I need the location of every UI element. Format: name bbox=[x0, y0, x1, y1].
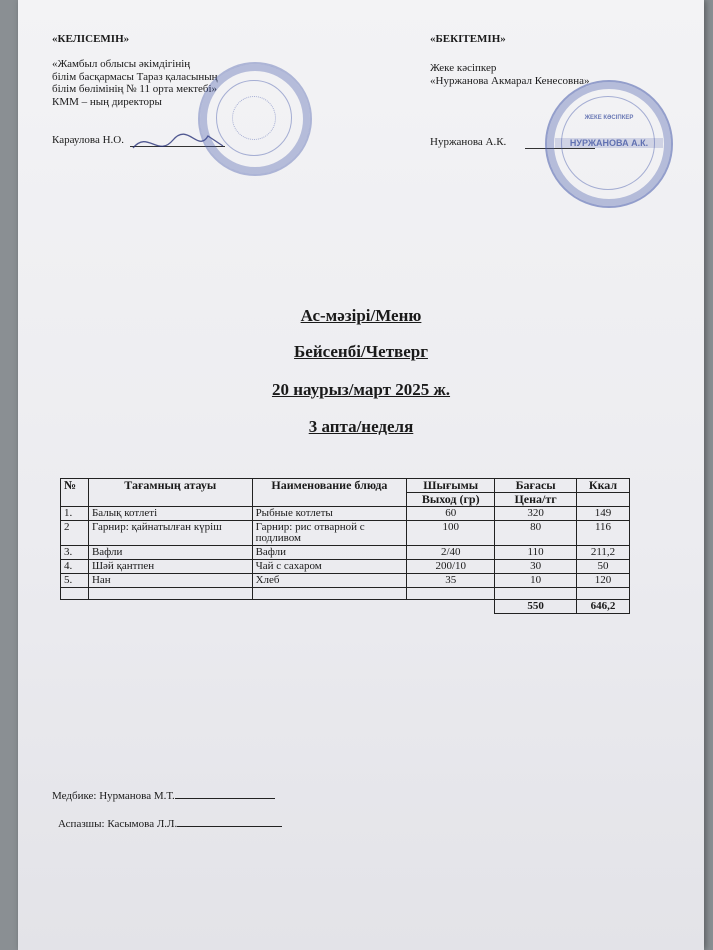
stamp-label: НУРЖАНОВА А.К. bbox=[555, 138, 663, 148]
nurse-sign-line bbox=[175, 798, 275, 799]
row-kcal: 120 bbox=[577, 574, 630, 588]
week-title: 3 апта/неделя bbox=[308, 417, 414, 436]
nurse-label: Медбике: Нурманова М.Т. bbox=[52, 790, 175, 802]
table-row bbox=[61, 521, 630, 546]
header-num: № bbox=[61, 479, 89, 507]
stamp-sub: ЖЕКЕ КӘСІПКЕР bbox=[584, 115, 634, 121]
approval-right-line: Жеке кәсіпкер bbox=[430, 62, 497, 74]
nurse-signature bbox=[52, 790, 275, 803]
row-kcal: 50 bbox=[577, 560, 630, 574]
row-price: 320 bbox=[495, 507, 577, 521]
header-price: Бағасы bbox=[495, 479, 577, 493]
header-name-kz: Тағамның атауы bbox=[88, 479, 252, 507]
row-yield: 35 bbox=[407, 574, 495, 588]
row-num: 5. bbox=[61, 574, 89, 588]
table-row bbox=[61, 507, 630, 521]
header-yield: Шығымы bbox=[407, 479, 495, 493]
row-name-ru: Чай с сахаром bbox=[252, 560, 407, 574]
row-num: 2 bbox=[61, 521, 89, 546]
row-yield: 60 bbox=[407, 507, 495, 521]
row-yield: 200/10 bbox=[407, 560, 495, 574]
table-row bbox=[61, 560, 630, 574]
header-yield-sub: Выход (гр) bbox=[407, 493, 495, 507]
row-name-kz: Шәй қантпен bbox=[88, 560, 252, 574]
approval-right-org bbox=[430, 62, 589, 87]
approval-right-signatory: Нуржанова А.К. bbox=[430, 136, 507, 148]
row-name-kz: Вафли bbox=[88, 546, 252, 560]
header-kcal-sub bbox=[577, 493, 630, 507]
approval-left-signatory: Караулова Н.О. bbox=[52, 134, 124, 146]
approval-left-line: КММ – ның директоры bbox=[52, 95, 162, 108]
total-price: 550 bbox=[495, 600, 577, 614]
cook-label: Аспазшы: Касымова Л.Л. bbox=[58, 818, 178, 830]
row-name-ru: Хлеб bbox=[252, 574, 407, 588]
header-name-ru: Наименование блюда bbox=[252, 479, 407, 507]
row-yield: 2/40 bbox=[407, 546, 495, 560]
row-name-kz: Нан bbox=[88, 574, 252, 588]
row-kcal: 116 bbox=[577, 521, 630, 546]
row-num: 1. bbox=[61, 507, 89, 521]
approval-right-line: «Нуржанова Акмарал Кенесовна» bbox=[430, 74, 590, 87]
row-yield: 100 bbox=[407, 521, 495, 546]
table-empty-row bbox=[61, 588, 630, 600]
menu-title: Ас-мәзірі/Меню bbox=[300, 306, 422, 325]
table-row bbox=[61, 546, 630, 560]
document-page bbox=[18, 0, 704, 950]
row-num: 4. bbox=[61, 560, 89, 574]
cook-sign-line bbox=[177, 826, 282, 827]
row-name-ru: Рыбные котлеты bbox=[252, 507, 407, 521]
row-num: 3. bbox=[61, 546, 89, 560]
row-price: 10 bbox=[495, 574, 577, 588]
approval-left-heading: «КЕЛІСЕМІН» bbox=[52, 33, 130, 45]
header-price-sub: Цена/тг bbox=[495, 493, 577, 507]
date-title: 20 наурыз/март 2025 ж. bbox=[271, 380, 451, 399]
table-row bbox=[61, 574, 630, 588]
seal-left-icon bbox=[198, 62, 312, 176]
table-header-row bbox=[61, 479, 630, 493]
seal-right-icon bbox=[545, 80, 673, 208]
approval-left-line: «Жамбыл облысы әкімдігінің bbox=[52, 58, 191, 70]
menu-table bbox=[60, 478, 630, 614]
cook-signature bbox=[58, 818, 282, 831]
row-price: 110 bbox=[495, 546, 577, 560]
total-kcal: 646,2 bbox=[577, 600, 630, 614]
approval-left-org bbox=[52, 58, 218, 108]
approval-left-line: білім бөлімінің № 11 орта мектебі» bbox=[52, 83, 218, 95]
row-name-ru: Вафли bbox=[252, 546, 407, 560]
table-total-row bbox=[61, 600, 630, 614]
row-price: 80 bbox=[495, 521, 577, 546]
approval-right-heading: «БЕКІТЕМІН» bbox=[430, 33, 506, 45]
row-name-kz: Балық котлеті bbox=[88, 507, 252, 521]
approval-left-line: білім басқармасы Тараз қаласының bbox=[52, 70, 218, 83]
row-kcal: 149 bbox=[577, 507, 630, 521]
row-price: 30 bbox=[495, 560, 577, 574]
day-title: Бейсенбі/Четверг bbox=[294, 342, 428, 361]
row-name-ru: Гарнир: рис отварной с подливом bbox=[252, 521, 407, 546]
row-kcal: 211,2 bbox=[577, 546, 630, 560]
header-kcal: Ккал bbox=[577, 479, 630, 493]
row-name-kz: Гарнир: қайнатылған күріш bbox=[88, 521, 252, 546]
